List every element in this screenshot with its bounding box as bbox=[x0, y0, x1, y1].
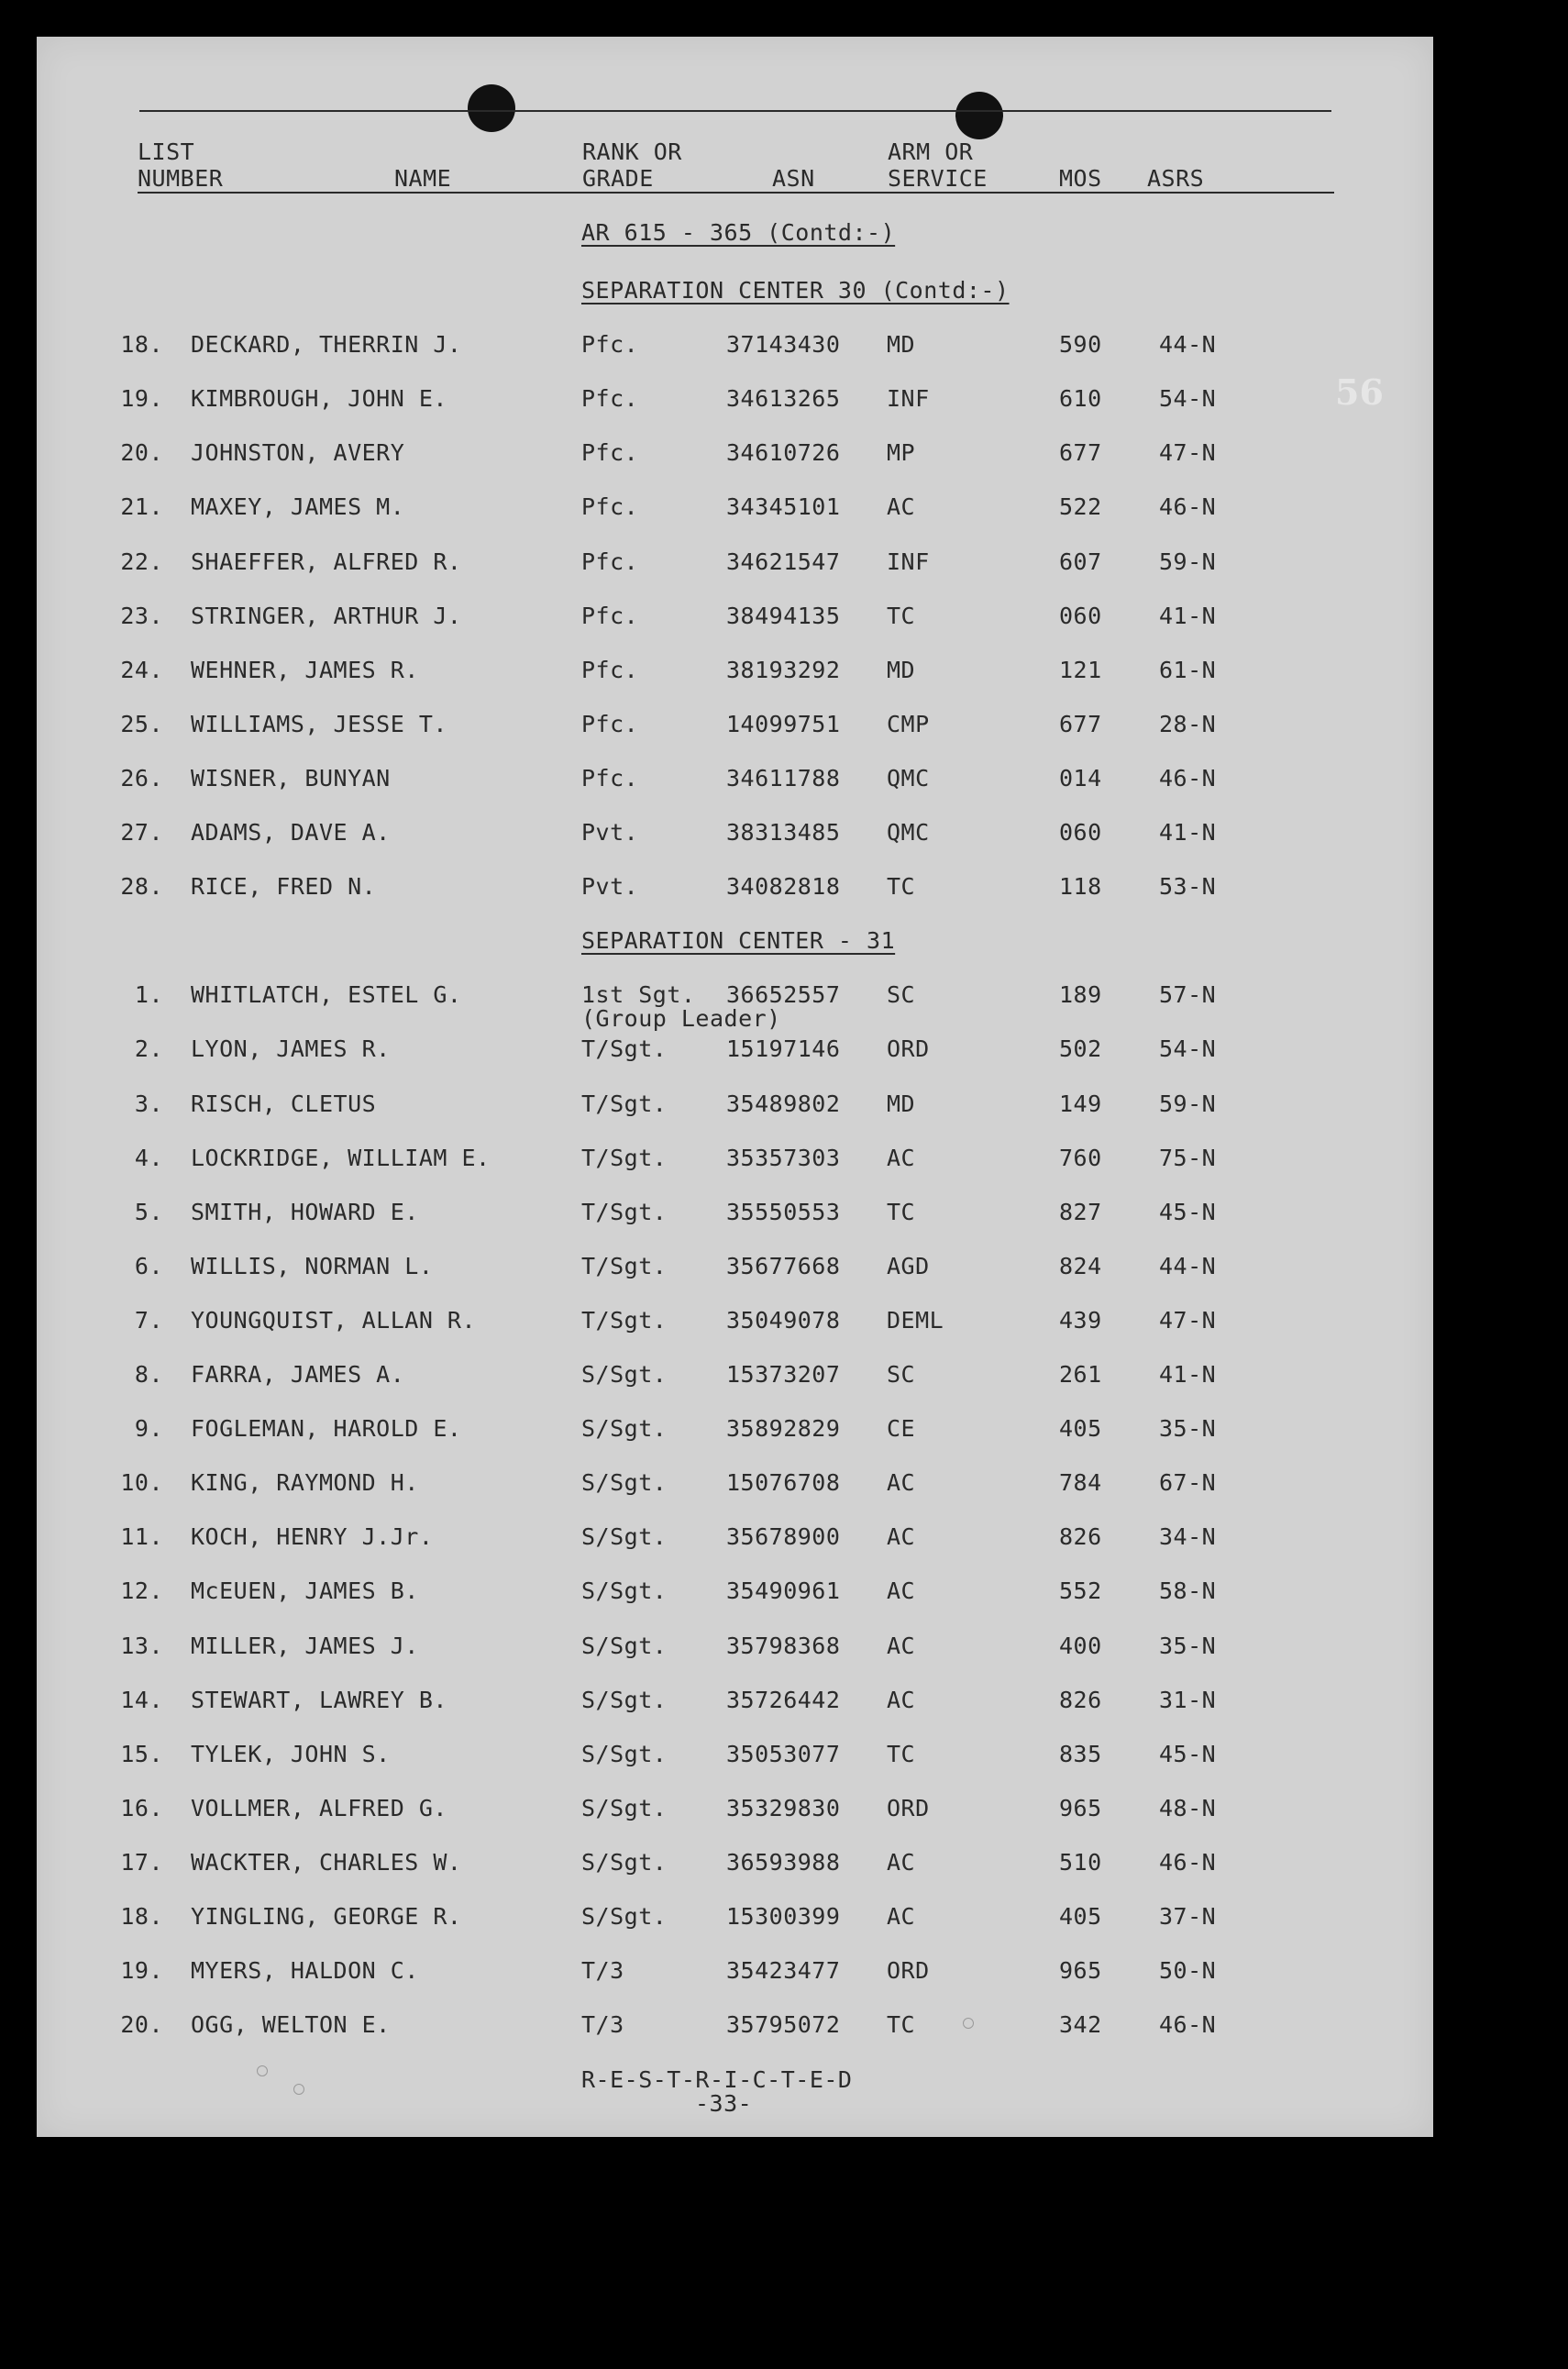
row-asrs: 41-N bbox=[1159, 1361, 1217, 1388]
punch-hole-right bbox=[955, 92, 1003, 139]
row-mos: 060 bbox=[1059, 819, 1102, 846]
row-asn: 35329830 bbox=[726, 1794, 841, 1821]
row-name: FOGLEMAN, HAROLD E. bbox=[191, 1415, 462, 1443]
row-asn: 35357303 bbox=[726, 1144, 841, 1171]
row-mos: 261 bbox=[1059, 1361, 1102, 1388]
row-arm: AGD bbox=[887, 1252, 930, 1279]
row-name: KING, RAYMOND H. bbox=[191, 1469, 419, 1497]
row-asrs: 57-N bbox=[1159, 981, 1217, 1009]
row-arm: DEML bbox=[887, 1306, 944, 1334]
row-asn: 34082818 bbox=[726, 873, 841, 901]
row-name: WACKTER, CHARLES W. bbox=[191, 1848, 462, 1876]
row-asn: 35049078 bbox=[726, 1306, 841, 1334]
paper-speck bbox=[293, 2084, 304, 2095]
header-rule bbox=[138, 192, 1334, 194]
row-name: ADAMS, DAVE A. bbox=[191, 819, 391, 846]
row-arm: SC bbox=[887, 981, 916, 1009]
row-mos: 405 bbox=[1059, 1415, 1102, 1443]
row-asn: 15373207 bbox=[726, 1361, 841, 1388]
row-mos: 827 bbox=[1059, 1198, 1102, 1225]
paper-speck bbox=[963, 2018, 974, 2029]
row-rank: S/Sgt. bbox=[581, 1577, 668, 1605]
row-rank: S/Sgt. bbox=[581, 1740, 668, 1767]
row-number: 1. bbox=[134, 981, 163, 1009]
row-rank: Pfc. bbox=[581, 710, 639, 737]
row-arm: AC bbox=[887, 1632, 916, 1659]
row-asrs: 44-N bbox=[1159, 1252, 1217, 1279]
header-mos: MOS bbox=[1059, 165, 1102, 192]
row-number: 14. bbox=[120, 1686, 163, 1713]
row-asrs: 61-N bbox=[1159, 656, 1217, 683]
stamped-page-number: 56 bbox=[1335, 371, 1384, 413]
row-asrs: 28-N bbox=[1159, 710, 1217, 737]
section-heading: SEPARATION CENTER 30 (Contd:-) bbox=[581, 277, 1010, 304]
row-arm: MP bbox=[887, 439, 916, 467]
row-arm: CE bbox=[887, 1415, 916, 1443]
row-rank: S/Sgt. bbox=[581, 1903, 668, 1930]
row-asn: 35892829 bbox=[726, 1415, 841, 1443]
row-rank: S/Sgt. bbox=[581, 1848, 668, 1876]
row-asrs: 54-N bbox=[1159, 1035, 1217, 1063]
row-mos: 835 bbox=[1059, 1740, 1102, 1767]
row-asrs: 58-N bbox=[1159, 1577, 1217, 1605]
section-heading: SEPARATION CENTER - 31 bbox=[581, 927, 896, 955]
row-asrs: 45-N bbox=[1159, 1740, 1217, 1767]
header-list: LIST bbox=[138, 138, 195, 165]
row-arm: SC bbox=[887, 1361, 916, 1388]
row-name: DECKARD, THERRIN J. bbox=[191, 331, 462, 359]
row-asn: 34613265 bbox=[726, 385, 841, 413]
row-asrs: 47-N bbox=[1159, 439, 1217, 467]
row-number: 16. bbox=[120, 1794, 163, 1821]
row-name: SMITH, HOWARD E. bbox=[191, 1198, 419, 1225]
row-number: 18. bbox=[120, 331, 163, 359]
row-name: STEWART, LAWREY B. bbox=[191, 1686, 447, 1713]
row-name: SHAEFFER, ALFRED R. bbox=[191, 548, 462, 575]
row-asrs: 41-N bbox=[1159, 819, 1217, 846]
row-number: 6. bbox=[134, 1252, 163, 1279]
row-number: 19. bbox=[120, 385, 163, 413]
row-name: LYON, JAMES R. bbox=[191, 1035, 391, 1063]
row-rank: 1st Sgt. bbox=[581, 981, 696, 1009]
row-asrs: 41-N bbox=[1159, 602, 1217, 629]
row-number: 9. bbox=[134, 1415, 163, 1443]
row-number: 8. bbox=[134, 1361, 163, 1388]
row-arm: ORD bbox=[887, 1035, 930, 1063]
row-arm: AC bbox=[887, 1848, 916, 1876]
row-asn: 15300399 bbox=[726, 1903, 841, 1930]
row-name: MILLER, JAMES J. bbox=[191, 1632, 419, 1659]
row-asrs: 54-N bbox=[1159, 385, 1217, 413]
row-number: 25. bbox=[120, 710, 163, 737]
row-number: 10. bbox=[120, 1469, 163, 1497]
row-mos: 121 bbox=[1059, 656, 1102, 683]
row-asrs: 48-N bbox=[1159, 1794, 1217, 1821]
row-number: 27. bbox=[120, 819, 163, 846]
row-name: YINGLING, GEORGE R. bbox=[191, 1903, 462, 1930]
row-number: 3. bbox=[134, 1090, 163, 1117]
row-asn: 36652557 bbox=[726, 981, 841, 1009]
row-rank: T/Sgt. bbox=[581, 1090, 668, 1117]
row-arm: AC bbox=[887, 1144, 916, 1171]
row-arm: TC bbox=[887, 873, 916, 901]
row-rank: S/Sgt. bbox=[581, 1632, 668, 1659]
row-number: 11. bbox=[120, 1523, 163, 1551]
row-arm: MD bbox=[887, 1090, 916, 1117]
header-rank: RANK OR bbox=[582, 138, 682, 165]
row-name: McEUEN, JAMES B. bbox=[191, 1577, 419, 1605]
row-mos: 342 bbox=[1059, 2011, 1102, 2039]
row-number: 4. bbox=[134, 1144, 163, 1171]
row-name: MYERS, HALDON C. bbox=[191, 1957, 419, 1985]
row-mos: 502 bbox=[1059, 1035, 1102, 1063]
row-asrs: 46-N bbox=[1159, 764, 1217, 792]
row-arm: MD bbox=[887, 656, 916, 683]
row-name: TYLEK, JOHN S. bbox=[191, 1740, 391, 1767]
row-asrs: 31-N bbox=[1159, 1686, 1217, 1713]
row-asn: 15076708 bbox=[726, 1469, 841, 1497]
row-mos: 965 bbox=[1059, 1794, 1102, 1821]
row-mos: 590 bbox=[1059, 331, 1102, 359]
row-rank: Pfc. bbox=[581, 764, 639, 792]
row-asn: 35726442 bbox=[726, 1686, 841, 1713]
row-name: KIMBROUGH, JOHN E. bbox=[191, 385, 447, 413]
row-mos: 760 bbox=[1059, 1144, 1102, 1171]
header-service: SERVICE bbox=[888, 165, 988, 192]
row-asn: 35550553 bbox=[726, 1198, 841, 1225]
row-asrs: 45-N bbox=[1159, 1198, 1217, 1225]
row-rank: T/Sgt. bbox=[581, 1252, 668, 1279]
row-name: OGG, WELTON E. bbox=[191, 2011, 391, 2039]
row-number: 18. bbox=[120, 1903, 163, 1930]
row-asrs: 37-N bbox=[1159, 1903, 1217, 1930]
row-rank: Pfc. bbox=[581, 439, 639, 467]
row-name: WISNER, BUNYAN bbox=[191, 764, 391, 792]
row-arm: INF bbox=[887, 548, 930, 575]
row-asrs: 46-N bbox=[1159, 2011, 1217, 2039]
row-asn: 34621547 bbox=[726, 548, 841, 575]
row-number: 23. bbox=[120, 602, 163, 629]
row-rank: Pfc. bbox=[581, 656, 639, 683]
row-rank: S/Sgt. bbox=[581, 1686, 668, 1713]
row-rank: T/Sgt. bbox=[581, 1198, 668, 1225]
row-name: YOUNGQUIST, ALLAN R. bbox=[191, 1306, 477, 1334]
row-arm: AC bbox=[887, 493, 916, 521]
row-number: 20. bbox=[120, 2011, 163, 2039]
row-mos: 610 bbox=[1059, 385, 1102, 413]
row-asrs: 46-N bbox=[1159, 1848, 1217, 1876]
row-arm: AC bbox=[887, 1903, 916, 1930]
header-name: NAME bbox=[394, 165, 452, 192]
row-rank: S/Sgt. bbox=[581, 1415, 668, 1443]
row-asrs: 44-N bbox=[1159, 331, 1217, 359]
row-asn: 34610726 bbox=[726, 439, 841, 467]
row-mos: 677 bbox=[1059, 710, 1102, 737]
row-rank: Pfc. bbox=[581, 385, 639, 413]
row-asn: 35795072 bbox=[726, 2011, 841, 2039]
row-rank: S/Sgt. bbox=[581, 1523, 668, 1551]
row-asn: 38313485 bbox=[726, 819, 841, 846]
row-arm: CMP bbox=[887, 710, 930, 737]
page-number: -33- bbox=[695, 2090, 753, 2117]
row-number: 22. bbox=[120, 548, 163, 575]
row-rank: Pvt. bbox=[581, 819, 639, 846]
row-mos: 824 bbox=[1059, 1252, 1102, 1279]
row-arm: TC bbox=[887, 1740, 916, 1767]
row-asrs: 67-N bbox=[1159, 1469, 1217, 1497]
row-name: WILLIS, NORMAN L. bbox=[191, 1252, 434, 1279]
row-note: (Group Leader) bbox=[581, 1005, 781, 1033]
row-number: 24. bbox=[120, 656, 163, 683]
row-mos: 784 bbox=[1059, 1469, 1102, 1497]
row-asn: 35798368 bbox=[726, 1632, 841, 1659]
row-arm: ORD bbox=[887, 1957, 930, 1985]
row-name: MAXEY, JAMES M. bbox=[191, 493, 405, 521]
header-grade: GRADE bbox=[582, 165, 654, 192]
row-rank: Pfc. bbox=[581, 331, 639, 359]
row-arm: TC bbox=[887, 2011, 916, 2039]
row-asn: 34611788 bbox=[726, 764, 841, 792]
row-rank: Pfc. bbox=[581, 548, 639, 575]
row-asn: 35489802 bbox=[726, 1090, 841, 1117]
row-mos: 439 bbox=[1059, 1306, 1102, 1334]
row-rank: T/3 bbox=[581, 2011, 624, 2039]
row-mos: 400 bbox=[1059, 1632, 1102, 1659]
document-page bbox=[37, 37, 1433, 2137]
row-asrs: 47-N bbox=[1159, 1306, 1217, 1334]
row-asn: 36593988 bbox=[726, 1848, 841, 1876]
row-mos: 607 bbox=[1059, 548, 1102, 575]
row-mos: 826 bbox=[1059, 1523, 1102, 1551]
row-mos: 014 bbox=[1059, 764, 1102, 792]
row-arm: TC bbox=[887, 1198, 916, 1225]
regulation-heading: AR 615 - 365 (Contd:-) bbox=[581, 219, 896, 246]
row-name: WILLIAMS, JESSE T. bbox=[191, 710, 447, 737]
row-number: 2. bbox=[134, 1035, 163, 1063]
row-number: 5. bbox=[134, 1198, 163, 1225]
row-rank: T/Sgt. bbox=[581, 1144, 668, 1171]
row-asrs: 34-N bbox=[1159, 1523, 1217, 1551]
row-arm: ORD bbox=[887, 1794, 930, 1821]
row-mos: 189 bbox=[1059, 981, 1102, 1009]
row-rank: Pfc. bbox=[581, 602, 639, 629]
row-asn: 35423477 bbox=[726, 1957, 841, 1985]
row-name: RICE, FRED N. bbox=[191, 873, 377, 901]
row-mos: 677 bbox=[1059, 439, 1102, 467]
row-asn: 34345101 bbox=[726, 493, 841, 521]
row-arm: MD bbox=[887, 331, 916, 359]
row-name: FARRA, JAMES A. bbox=[191, 1361, 405, 1388]
row-rank: T/3 bbox=[581, 1957, 624, 1985]
row-arm: TC bbox=[887, 602, 916, 629]
row-rank: Pvt. bbox=[581, 873, 639, 901]
row-arm: AC bbox=[887, 1577, 916, 1605]
row-number: 21. bbox=[120, 493, 163, 521]
row-name: STRINGER, ARTHUR J. bbox=[191, 602, 462, 629]
row-number: 15. bbox=[120, 1740, 163, 1767]
row-asn: 38193292 bbox=[726, 656, 841, 683]
row-mos: 510 bbox=[1059, 1848, 1102, 1876]
row-name: LOCKRIDGE, WILLIAM E. bbox=[191, 1144, 491, 1171]
row-asn: 35678900 bbox=[726, 1523, 841, 1551]
row-name: KOCH, HENRY J.Jr. bbox=[191, 1523, 434, 1551]
row-asn: 35490961 bbox=[726, 1577, 841, 1605]
row-name: VOLLMER, ALFRED G. bbox=[191, 1794, 447, 1821]
row-rank: T/Sgt. bbox=[581, 1306, 668, 1334]
row-arm: AC bbox=[887, 1523, 916, 1551]
row-asn: 14099751 bbox=[726, 710, 841, 737]
row-asrs: 53-N bbox=[1159, 873, 1217, 901]
row-asn: 15197146 bbox=[726, 1035, 841, 1063]
row-rank: Pfc. bbox=[581, 493, 639, 521]
row-number: 13. bbox=[120, 1632, 163, 1659]
row-mos: 552 bbox=[1059, 1577, 1102, 1605]
row-rank: S/Sgt. bbox=[581, 1469, 668, 1497]
row-asrs: 35-N bbox=[1159, 1632, 1217, 1659]
classification-mark: R-E-S-T-R-I-C-T-E-D bbox=[581, 2066, 853, 2093]
row-asn: 35677668 bbox=[726, 1252, 841, 1279]
row-mos: 826 bbox=[1059, 1686, 1102, 1713]
row-mos: 965 bbox=[1059, 1957, 1102, 1985]
row-mos: 060 bbox=[1059, 602, 1102, 629]
row-rank: T/Sgt. bbox=[581, 1035, 668, 1063]
row-asn: 35053077 bbox=[726, 1740, 841, 1767]
row-arm: QMC bbox=[887, 819, 930, 846]
row-number: 7. bbox=[134, 1306, 163, 1334]
row-asrs: 46-N bbox=[1159, 493, 1217, 521]
row-mos: 149 bbox=[1059, 1090, 1102, 1117]
row-asrs: 59-N bbox=[1159, 1090, 1217, 1117]
row-number: 28. bbox=[120, 873, 163, 901]
row-number: 12. bbox=[120, 1577, 163, 1605]
row-name: WHITLATCH, ESTEL G. bbox=[191, 981, 462, 1009]
row-arm: AC bbox=[887, 1686, 916, 1713]
paper-speck bbox=[257, 2065, 268, 2076]
row-number: 26. bbox=[120, 764, 163, 792]
row-asrs: 50-N bbox=[1159, 1957, 1217, 1985]
punch-hole-left bbox=[468, 84, 515, 132]
row-asn: 38494135 bbox=[726, 602, 841, 629]
row-asrs: 59-N bbox=[1159, 548, 1217, 575]
row-name: RISCH, CLETUS bbox=[191, 1090, 377, 1117]
top-rule bbox=[139, 110, 1331, 112]
row-asrs: 35-N bbox=[1159, 1415, 1217, 1443]
header-number: NUMBER bbox=[138, 165, 224, 192]
row-name: WEHNER, JAMES R. bbox=[191, 656, 419, 683]
header-arm: ARM OR bbox=[888, 138, 974, 165]
row-arm: AC bbox=[887, 1469, 916, 1497]
row-arm: INF bbox=[887, 385, 930, 413]
row-name: JOHNSTON, AVERY bbox=[191, 439, 405, 467]
row-asn: 37143430 bbox=[726, 331, 841, 359]
row-number: 19. bbox=[120, 1957, 163, 1985]
row-rank: S/Sgt. bbox=[581, 1361, 668, 1388]
row-asrs: 75-N bbox=[1159, 1144, 1217, 1171]
header-asn: ASN bbox=[772, 165, 815, 192]
row-arm: QMC bbox=[887, 764, 930, 792]
row-mos: 118 bbox=[1059, 873, 1102, 901]
header-asrs: ASRS bbox=[1147, 165, 1205, 192]
row-rank: S/Sgt. bbox=[581, 1794, 668, 1821]
row-number: 17. bbox=[120, 1848, 163, 1876]
row-number: 20. bbox=[120, 439, 163, 467]
row-mos: 405 bbox=[1059, 1903, 1102, 1930]
row-mos: 522 bbox=[1059, 493, 1102, 521]
